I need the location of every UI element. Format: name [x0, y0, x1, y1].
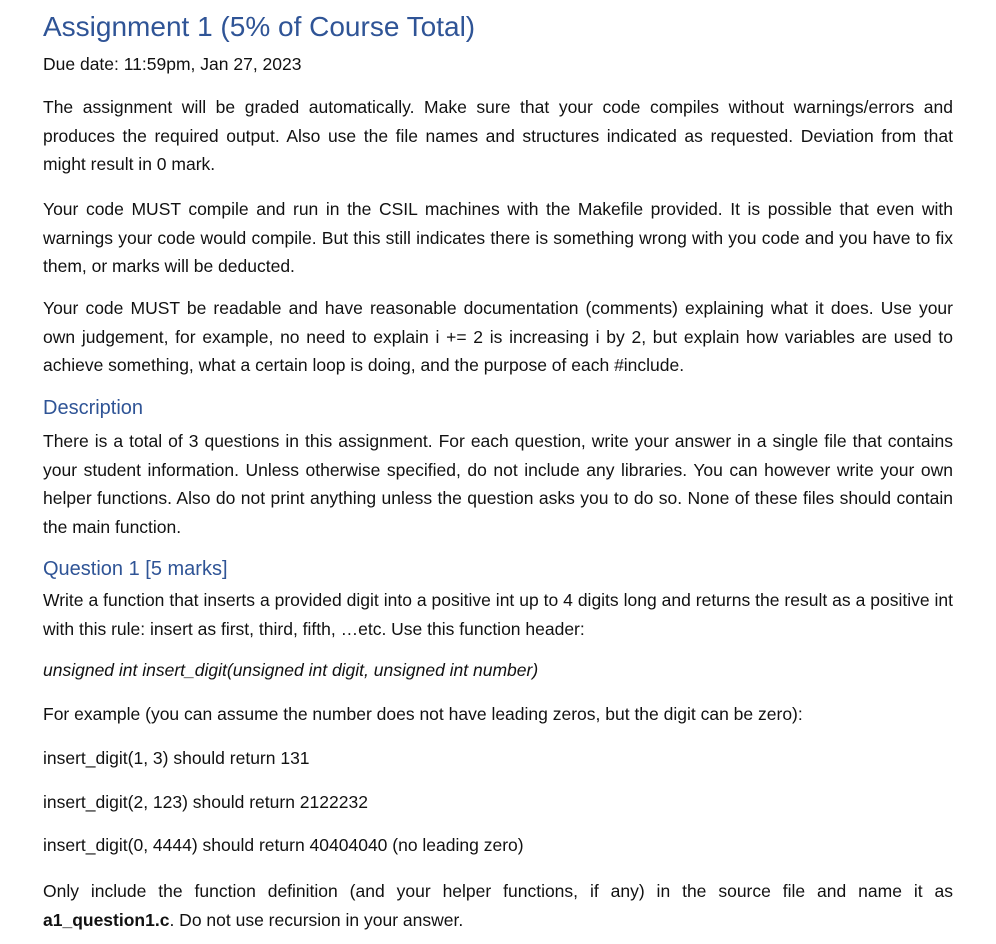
intro-paragraph-compile: Your code MUST compile and run in the CSIL machines with the Makefile provided. It is possible that even with warnings your code would compile. But this still indicates there is something wrong with you code and you have to fix them, or marks will be deducted.	[43, 199, 953, 276]
description-paragraph: There is a total of 3 questions in this assignment. For each question, write your answer in a single file that contains your student information. Unless otherwise specified, do not include any libraries. You can however write your own helper functions. Also do not print anything unless the question asks you to do so. None of these files should contain the main function.	[43, 431, 953, 537]
page-title: Assignment 1 (5% of Course Total)	[43, 11, 476, 42]
example-intro: For example (you can assume the number does not have leading zeros, but the digit can be zero):	[43, 704, 803, 724]
question1-closing-paragraph	[43, 877, 953, 934]
due-date: Due date: 11:59pm, Jan 27, 2023	[43, 54, 302, 74]
intro-paragraph-grading: The assignment will be graded automatically. Make sure that your code compiles without warnings/errors and produces the required output. Also use the file names and structures indicated as requested. Deviation from that might result in 0 mark.	[43, 97, 953, 174]
example-line-2: insert_digit(2, 123) should return 2122232	[43, 792, 368, 812]
question1-paragraph: Write a function that inserts a provided digit into a positive int up to 4 digits long and returns the result as a positive int with this rule: insert as first, third, fifth, …etc. Use this function header:	[43, 590, 953, 639]
closing-text-before: Only include the function definition (and your helper functions, if any) in the source file and name it as	[43, 881, 953, 901]
function-header: unsigned int insert_digit(unsigned int digit, unsigned int number)	[43, 660, 539, 680]
description-heading: Description	[43, 397, 144, 419]
closing-text-after: . Do not use recursion in your answer.	[169, 909, 464, 930]
source-filename: a1_question1.c	[43, 909, 170, 930]
question1-heading: Question 1 [5 marks]	[43, 558, 228, 580]
example-line-1: insert_digit(1, 3) should return 131	[43, 748, 310, 768]
intro-paragraph-documentation: Your code MUST be readable and have reasonable documentation (comments) explaining what it does. Use your own judgement, for example, no need to explain i += 2 is increasing i by 2, but explain how variables are used to achieve something, what a certain loop is doing, and the purpose of each #include.	[43, 298, 953, 375]
example-line-3: insert_digit(0, 4444) should return 40404040 (no leading zero)	[43, 835, 524, 855]
